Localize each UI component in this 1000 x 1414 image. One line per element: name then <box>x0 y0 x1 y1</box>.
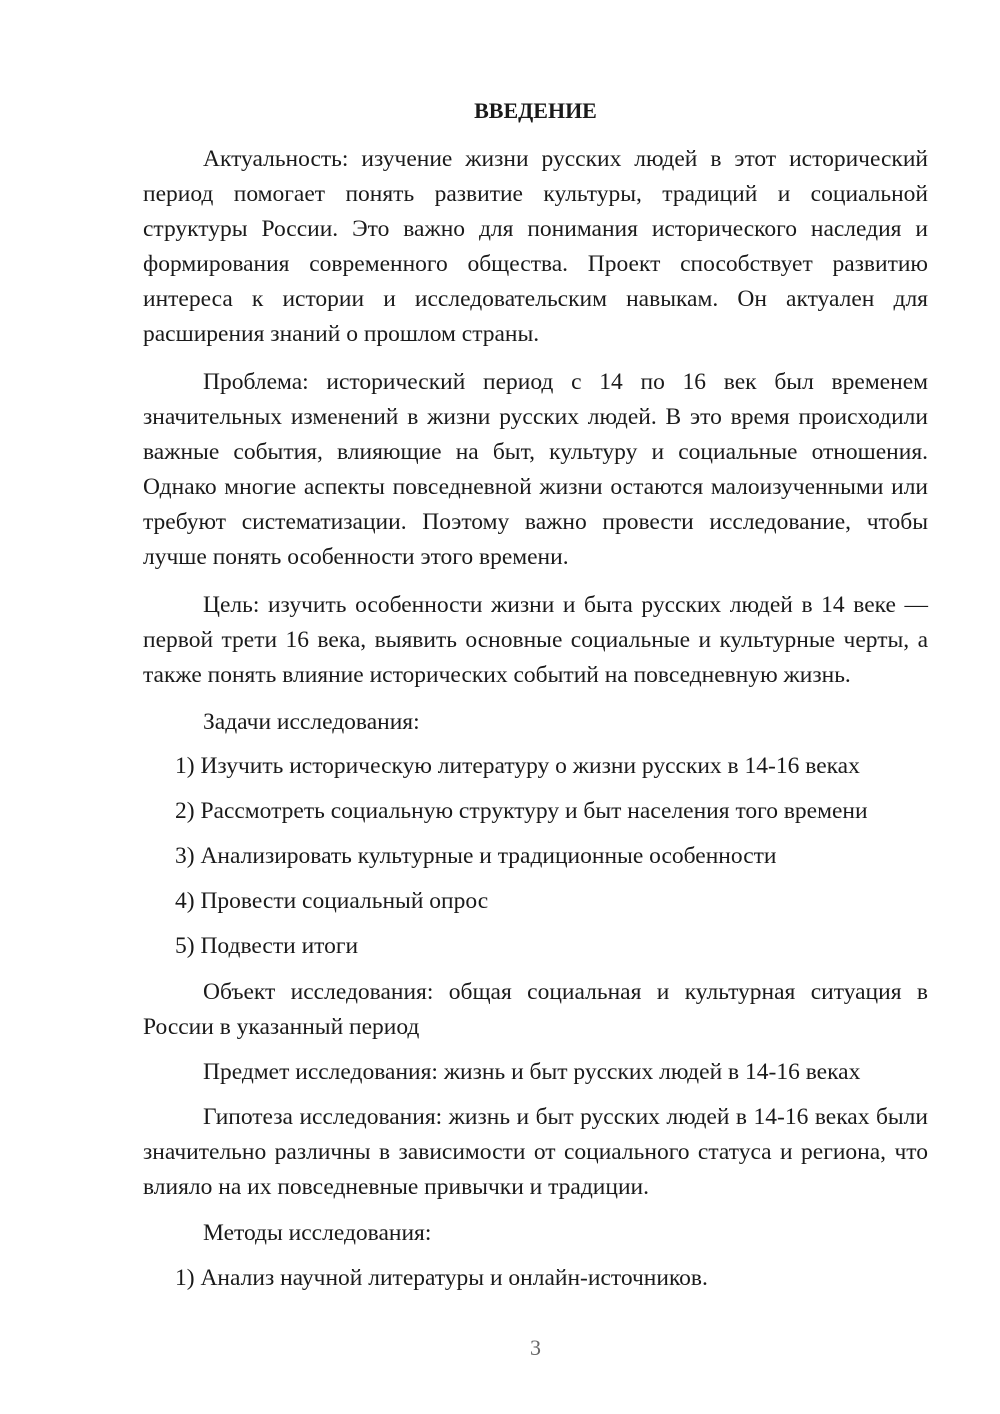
page-number: 3 <box>530 1335 541 1360</box>
paragraph-subject: Предмет исследования: жизнь и быт русских людей в 14-16 веках <box>203 1059 861 1085</box>
method-item-1: 1) Анализ научной литературы и онлайн-источников. <box>175 1265 708 1291</box>
paragraph-goal: Цель: изучить особенности жизни и быта русских людей в 14 веке — первой трети 16 века, выявить основные социальные и культурные черты, а также понять влияние исторических событий на повседневную жизнь. <box>143 592 928 688</box>
task-item-3: 3) Анализировать культурные и традиционные особенности <box>175 843 777 869</box>
paragraph-relevance: Актуальность: изучение жизни русских людей в этот исторический период помогает понять развитие культуры, традиций и социальной структуры России. Это важно для понимания исторического наследия и формирования современного общества. Проект способствует развитию интереса к истории и исследовательским навыкам. Он актуален для расширения знаний о прошлом страны. <box>143 146 928 347</box>
task-item-4: 4) Провести социальный опрос <box>175 888 489 914</box>
tasks-heading: Задачи исследования: <box>203 709 420 735</box>
task-item-1: 1) Изучить историческую литературу о жизни русских в 14-16 веках <box>175 753 860 779</box>
methods-heading: Методы исследования: <box>203 1220 432 1246</box>
paragraph-hypothesis: Гипотеза исследования: жизнь и быт русских людей в 14-16 веках были значительно различны в зависимости от социального статуса и региона, что влияло на их повседневные привычки и традиции. <box>143 1104 928 1200</box>
task-item-2: 2) Рассмотреть социальную структуру и быт населения того времени <box>175 798 868 824</box>
paragraph-problem: Проблема: исторический период с 14 по 16 век был временем значительных изменений в жизни русских людей. В это время происходили важные события, влияющие на быт, культуру и социальные отношения. Однако многие аспекты повседневной жизни остаются малоизученными или требуют систематизации. Поэтому важно провести исследование, чтобы лучше понять особенности этого времени. <box>143 369 928 570</box>
task-item-5: 5) Подвести итоги <box>175 933 359 959</box>
document-page <box>143 0 928 1414</box>
section-title: ВВЕДЕНИЕ <box>474 98 597 123</box>
paragraph-object: Объект исследования: общая социальная и культурная ситуация в России в указанный период <box>143 979 928 1040</box>
